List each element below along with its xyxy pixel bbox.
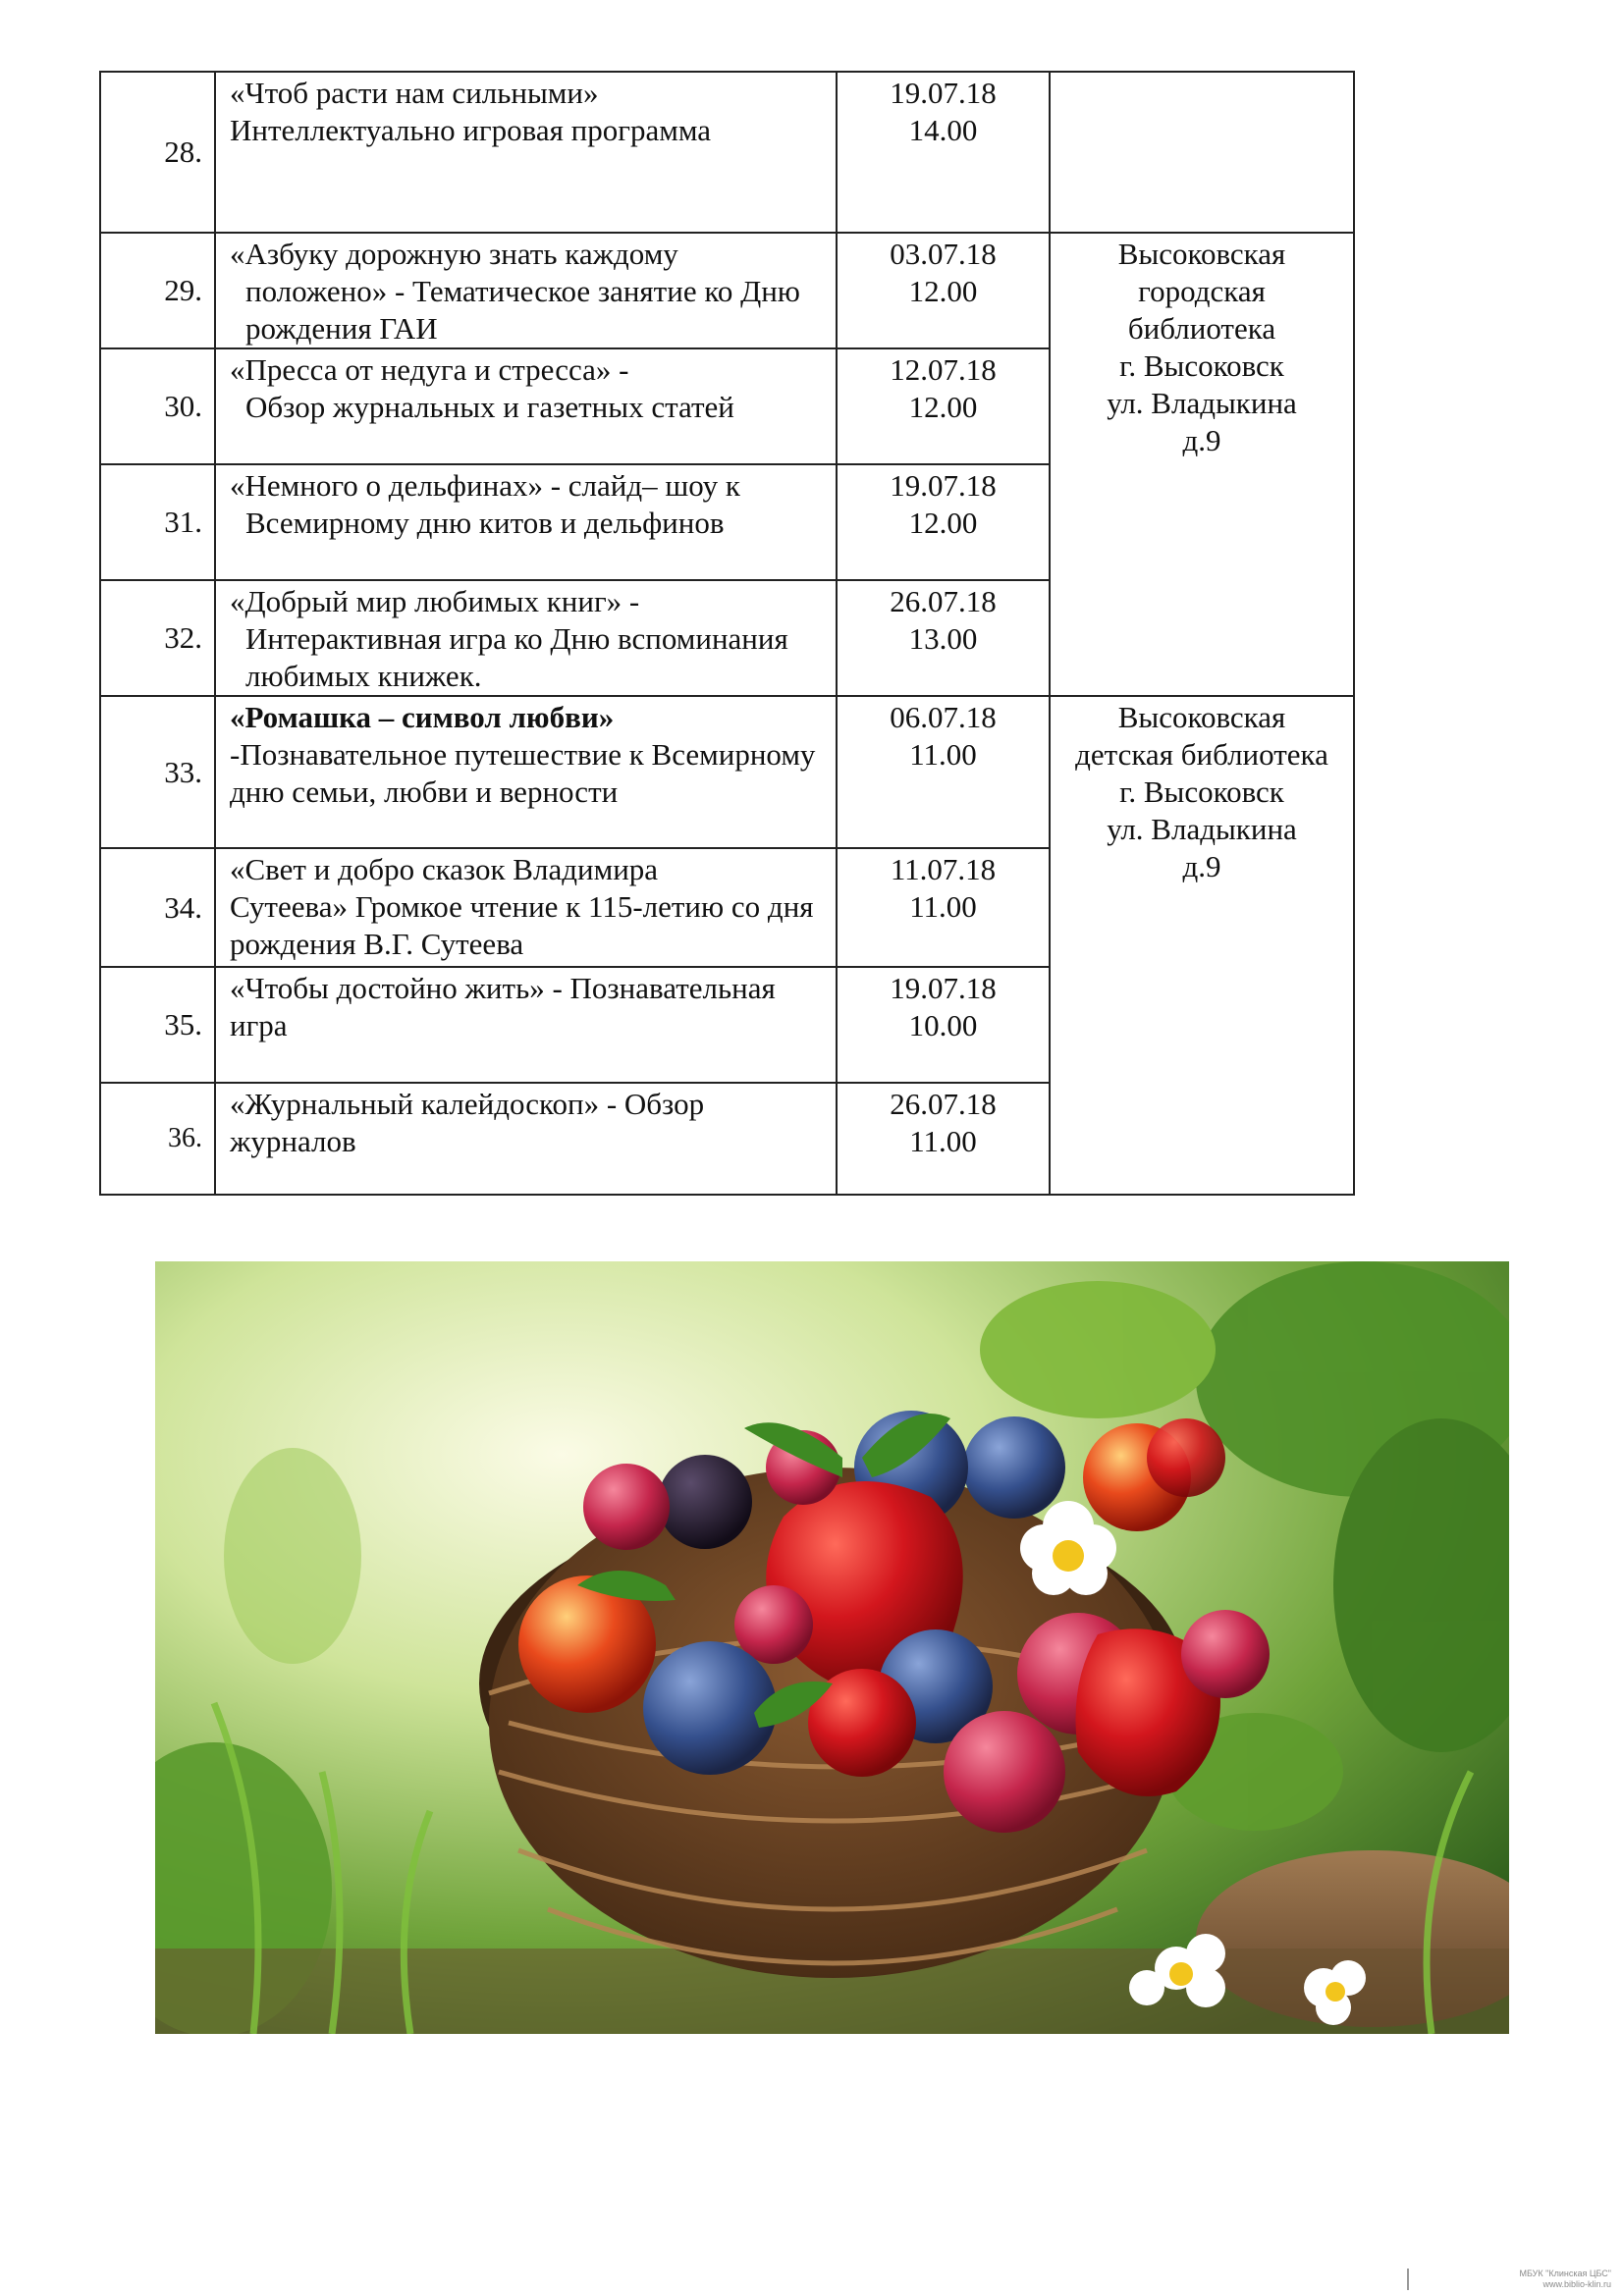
- datetime-cell: [837, 580, 1050, 696]
- event-title: «Чтоб расти нам сильными»: [230, 76, 599, 110]
- place-line: г. Высоковск: [1119, 774, 1284, 809]
- table-row: [100, 72, 1354, 233]
- event-date: 12.07.18: [890, 352, 997, 387]
- place-line: ул. Владыкина: [1107, 386, 1297, 420]
- event-date: 26.07.18: [890, 1087, 997, 1121]
- event-title: «Немного о дельфинах» - слайд– шоу к: [230, 468, 740, 503]
- event-title: «Чтобы достойно жить» - Познавательная: [230, 971, 776, 1005]
- footer-watermark: [1407, 2269, 1611, 2290]
- place-line: Высоковская: [1117, 700, 1286, 734]
- place-line: ул. Владыкина: [1107, 812, 1297, 846]
- event-description: игра: [230, 1008, 288, 1042]
- event-cell: [215, 580, 837, 696]
- event-time: 14.00: [908, 113, 978, 147]
- event-description: Сутеева» Громкое чтение к 115-летию со дня рождения В.Г. Сутеева: [230, 889, 814, 961]
- row-number: 32.: [100, 580, 215, 696]
- event-date: 03.07.18: [890, 237, 997, 271]
- berry-basket-photo: [155, 1261, 1509, 2034]
- event-description: Обзор журнальных и газетных статей: [245, 390, 734, 424]
- event-description: положено» - Тематическое занятие ко Дню рождения ГАИ: [245, 274, 800, 346]
- event-time: 12.00: [908, 390, 978, 424]
- footer-site: www.biblio-klin.ru: [1542, 2279, 1611, 2289]
- event-title: «Свет и добро сказок Владимира: [230, 852, 659, 886]
- event-time: 10.00: [908, 1008, 978, 1042]
- place-line: библиотека: [1127, 311, 1276, 346]
- row-number: 29.: [100, 233, 215, 348]
- event-date: 11.07.18: [890, 852, 997, 886]
- place-line: городская: [1138, 274, 1266, 308]
- datetime-cell: [837, 464, 1050, 580]
- row-number: 30.: [100, 348, 215, 464]
- events-table: [99, 71, 1355, 1196]
- event-title: «Журнальный калейдоскоп» - Обзор: [230, 1087, 705, 1121]
- place-line: д.9: [1182, 849, 1221, 883]
- event-title: «Ромашка – символ любви»: [230, 700, 615, 734]
- row-number: 31.: [100, 464, 215, 580]
- event-date: 19.07.18: [890, 76, 997, 110]
- place-line: детская библиотека: [1075, 737, 1328, 772]
- datetime-cell: [837, 967, 1050, 1083]
- event-cell: [215, 233, 837, 348]
- footer-org: МБУК "Клинская ЦБС": [1519, 2269, 1611, 2278]
- event-time: 12.00: [908, 506, 978, 540]
- event-description: Интерактивная игра ко Дню вспоминания любимых книжек.: [245, 621, 788, 693]
- event-cell: [215, 967, 837, 1083]
- event-description: -Познавательное путешествие к Всемирному дню семьи, любви и верности: [230, 737, 816, 809]
- event-title: «Добрый мир любимых книг» -: [230, 584, 640, 618]
- event-time: 13.00: [908, 621, 978, 656]
- row-number: 33.: [100, 696, 215, 848]
- datetime-cell: [837, 348, 1050, 464]
- event-title: «Пресса от недуга и стресса» -: [230, 352, 629, 387]
- place-cell-city-library: [1050, 233, 1354, 696]
- event-description: Всемирному дню китов и дельфинов: [245, 506, 725, 540]
- datetime-cell: [837, 696, 1050, 848]
- place-line: г. Высоковск: [1119, 348, 1284, 383]
- row-number: 34.: [100, 848, 215, 967]
- row-number: 36.: [100, 1083, 215, 1195]
- event-time: 11.00: [909, 737, 977, 772]
- event-cell: [215, 696, 837, 848]
- datetime-cell: [837, 848, 1050, 967]
- event-cell: [215, 464, 837, 580]
- row-number: 35.: [100, 967, 215, 1083]
- datetime-cell: [837, 72, 1050, 233]
- place-cell-empty: [1050, 72, 1354, 233]
- berry-basket-illustration: [155, 1261, 1509, 2034]
- event-time: 11.00: [909, 889, 977, 924]
- table-row: [100, 233, 1354, 348]
- table-row: [100, 696, 1354, 848]
- event-cell: [215, 1083, 837, 1195]
- event-time: 11.00: [909, 1124, 977, 1158]
- event-description: Интеллектуально игровая программа: [230, 113, 711, 147]
- datetime-cell: [837, 233, 1050, 348]
- place-line: д.9: [1182, 423, 1221, 457]
- event-time: 12.00: [908, 274, 978, 308]
- event-date: 19.07.18: [890, 468, 997, 503]
- event-date: 06.07.18: [890, 700, 997, 734]
- event-cell: [215, 72, 837, 233]
- event-cell: [215, 848, 837, 967]
- place-line: Высоковская: [1117, 237, 1286, 271]
- place-cell-children-library: [1050, 696, 1354, 1195]
- row-number: 28.: [100, 72, 215, 233]
- datetime-cell: [837, 1083, 1050, 1195]
- event-title: «Азбуку дорожную знать каждому: [230, 237, 678, 271]
- event-date: 19.07.18: [890, 971, 997, 1005]
- event-cell: [215, 348, 837, 464]
- event-description: журналов: [230, 1124, 356, 1158]
- event-date: 26.07.18: [890, 584, 997, 618]
